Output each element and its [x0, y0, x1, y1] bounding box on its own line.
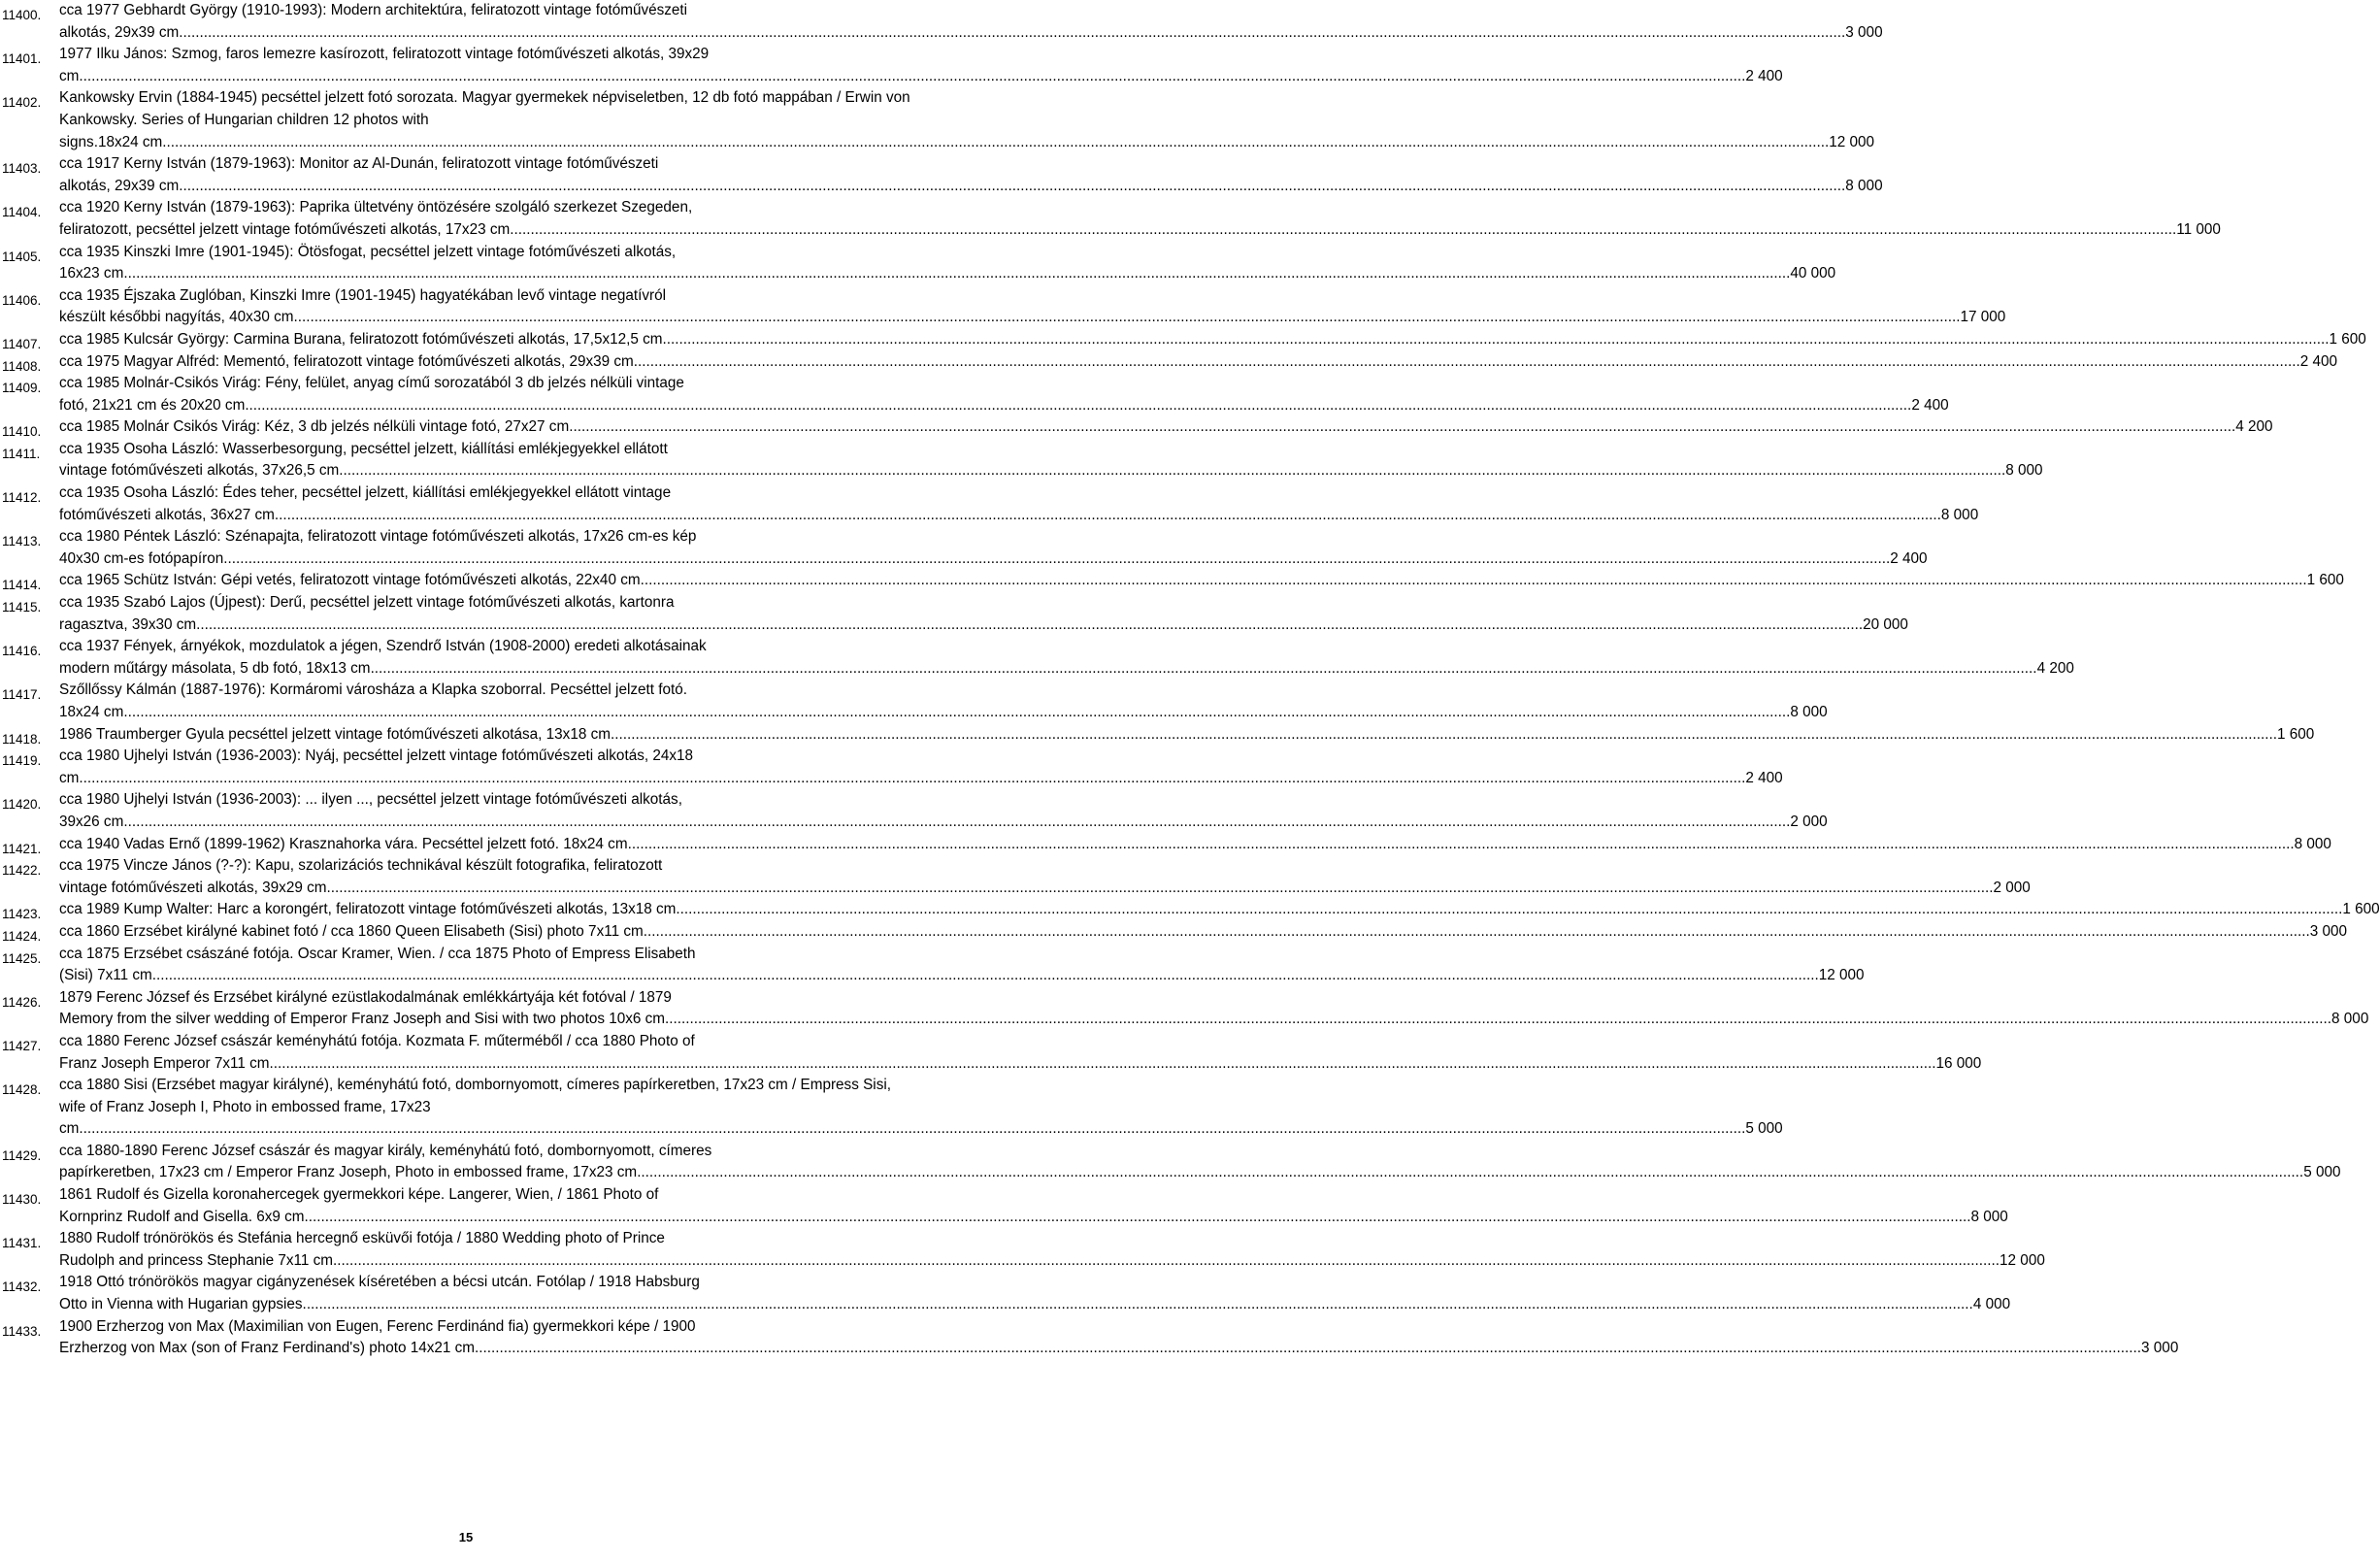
dot-leader: [644, 921, 2310, 944]
estimate-price: 1 600: [2329, 330, 2366, 348]
dot-leader: [663, 329, 2330, 351]
lot-description: [59, 1141, 2341, 1184]
description-end-text: 18x24 cm: [59, 704, 124, 720]
description-last-line: [59, 570, 2344, 592]
lot-number: 11428.: [2, 1082, 42, 1098]
lot-description: [59, 746, 1783, 789]
lot-number: 11409.: [2, 381, 42, 396]
catalog-entry: [0, 746, 1783, 789]
estimate-price: 2 400: [1745, 67, 1783, 84]
estimate-price: 12 000: [2000, 1251, 2045, 1269]
lot-number: 11400.: [2, 8, 42, 22]
catalog-entry: [0, 416, 2273, 440]
dot-leader: [510, 219, 2176, 242]
dot-leader: [327, 878, 1994, 900]
estimate-price: 8 000: [1790, 704, 1828, 720]
lot-description: [59, 153, 1883, 197]
catalog-entry: [0, 834, 2331, 856]
description-text: cca 1937 Fények, árnyékok, mozdulatok a jégen, Szendrő István (1908-2000) eredeti alkotásainak: [59, 638, 707, 655]
lot-description: [59, 789, 1828, 833]
lot-description: [59, 373, 1949, 416]
lot-description: [59, 592, 1908, 636]
description-end-text: cm: [59, 769, 80, 786]
estimate-price: 2 000: [1790, 813, 1828, 830]
description-end-text: cca 1985 Molnár Csikós Virág: Kéz, 3 db jelzés nélküli vintage fotó, 27x27 cm: [59, 418, 570, 436]
lot-description: [59, 987, 2369, 1031]
description-text: cca 1980 Péntek László: Szénapajta, feliratozott vintage fotóművészeti alkotás, 17x26 cm-es kép: [59, 528, 697, 546]
estimate-price: 2 400: [2299, 352, 2338, 370]
lot-number: 11426.: [2, 994, 42, 1010]
lot-description: [59, 439, 2043, 482]
description-end-text: vintage fotóművészeti alkotás, 37x26,5 cm: [59, 462, 340, 480]
estimate-price: 5 000: [2303, 1164, 2341, 1181]
description-text: cca 1880 Sisi (Erzsébet magyar királyné), keményhátú fotó, dombornyomott, címeres papírkeretben, 17x23 cm / Empress Sisi, wife of Franz Joseph I, Photo in embossed frame, 17x23: [59, 1077, 891, 1115]
lot-description: [59, 87, 1875, 153]
page-number: 15: [458, 1530, 474, 1544]
description-end-text: Kornprinz Rudolf and Gisella. 6x9 cm: [59, 1208, 305, 1225]
lot-description: [59, 1031, 1982, 1075]
description-last-line: [59, 724, 2315, 747]
description-last-line: [59, 1009, 2369, 1031]
description-last-line: [59, 307, 2006, 329]
description-end-text: cm: [59, 1120, 80, 1138]
estimate-price: 3 000: [2141, 1340, 2179, 1357]
description-end-text: cca 1985 Kulcsár György: Carmina Burana, feliratozott fotóművészeti alkotás, 17,5x12,5 cm: [59, 330, 663, 348]
dot-leader: [79, 768, 1745, 790]
lot-description: [59, 329, 2366, 351]
lot-description: [59, 899, 2380, 921]
lot-number: 11411.: [2, 446, 41, 461]
dot-leader: [305, 1207, 1971, 1229]
dot-leader: [196, 614, 1863, 637]
description-text: Szőllőssy Kálmán (1887-1976): Kormáromi városháza a Klapka szoborral. Pecséttel jelzett fotó.: [59, 681, 688, 699]
catalog-entry: [0, 87, 1875, 153]
dot-leader: [634, 351, 2300, 374]
description-end-text: 1986 Traumberger Gyula pecséttel jelzett vintage fotóművészeti alkotása, 13x18 cm: [59, 725, 611, 743]
description-end-text: készült későbbi nagyítás, 40x30 cm: [59, 309, 294, 326]
lot-number: 11405.: [2, 249, 42, 264]
description-last-line: [59, 834, 2331, 856]
description-end-text: modern műtárgy másolata, 5 db fotó, 18x13 cm: [59, 659, 371, 677]
description-end-text: cca 1860 Erzsébet királyné kabinet fotó / cca 1860 Queen Elisabeth (Sisi) photo 7x11 cm: [59, 922, 644, 940]
catalog-entry: [0, 439, 2043, 482]
description-last-line: [59, 658, 2074, 681]
catalog-entry: [0, 855, 2031, 899]
lot-description: [59, 416, 2273, 439]
lot-description: [59, 944, 1865, 987]
catalog-entry: [0, 373, 1949, 416]
catalog-entry: [0, 1184, 2008, 1228]
description-last-line: [59, 812, 1828, 834]
description-last-line: [59, 66, 1783, 88]
lot-description: [59, 1272, 2011, 1315]
description-text: cca 1980 Ujhelyi István (1936-2003): Nyáj, pecséttel jelzett vintage fotóművészeti alkotás, 24x18: [59, 747, 694, 765]
dot-leader: [152, 965, 1819, 987]
dot-leader: [123, 702, 1790, 724]
description-end-text: fotóművészeti alkotás, 36x27 cm: [59, 506, 275, 523]
catalog-entry: [0, 1316, 2179, 1360]
description-end-text: signs.18x24 cm: [59, 133, 163, 150]
lot-number: 11410.: [2, 424, 42, 440]
dot-leader: [641, 570, 2307, 592]
lot-number: 11429.: [2, 1147, 42, 1163]
description-end-text: Otto in Vienna with Hugarian gypsies.: [59, 1296, 307, 1313]
lot-number: 11401.: [2, 51, 42, 67]
description-text: cca 1917 Kerny István (1879-1963): Monitor az Al-Dunán, feliratozott vintage fotóművészeti: [59, 155, 659, 173]
lot-description: [59, 44, 1783, 87]
lot-number: 11408.: [2, 358, 42, 374]
lot-description: [59, 834, 2331, 856]
lot-description: [59, 0, 1883, 44]
catalog-entry: [0, 197, 2221, 241]
description-end-text: 40x30 cm-es fotópapíron: [59, 549, 224, 567]
estimate-price: 12 000: [1818, 967, 1865, 984]
description-end-text: cca 1989 Kump Walter: Harc a korongért, feliratozott vintage fotóművészeti alkotás, 13x18 cm: [59, 901, 677, 918]
catalog-entry: [0, 724, 2315, 747]
lot-number: 11406.: [2, 292, 42, 308]
description-end-text: alkotás, 29x39 cm: [59, 23, 180, 41]
lot-number: 11403.: [2, 161, 42, 177]
lot-number: 11432.: [2, 1279, 42, 1295]
description-last-line: [59, 416, 2273, 439]
description-last-line: [59, 460, 2043, 482]
lot-number: 11425.: [2, 950, 42, 966]
lot-description: [59, 921, 2348, 944]
estimate-price: 5 000: [1745, 1120, 1783, 1138]
description-last-line: [59, 1338, 2179, 1360]
dot-leader: [223, 548, 1890, 571]
description-text: Kankowsky Ervin (1884-1945) pecséttel jelzett fotó sorozata. Magyar gyermekek népviseletben, 12 db fotó mappában / Erwin von Kankowsky. Series of Hungarian children 12 photos with: [59, 89, 910, 128]
estimate-price: 4 200: [2235, 418, 2273, 436]
catalog-entry: [0, 242, 1836, 285]
description-end-text: Erzherzog von Max (son of Franz Ferdinand's) photo 14x21 cm: [59, 1340, 476, 1357]
dot-leader: [307, 1294, 1973, 1316]
description-last-line: [59, 1162, 2341, 1184]
dot-leader: [123, 263, 1790, 285]
lot-number: 11424.: [2, 928, 42, 944]
estimate-price: 3 000: [1845, 23, 1883, 41]
description-end-text: vintage fotóművészeti alkotás, 39x29 cm: [59, 879, 327, 896]
description-last-line: [59, 1118, 1783, 1141]
description-text: cca 1880 Ferenc József császár keményhátú fotója. Kozmata F. műterméből / cca 1880 Photo of: [59, 1032, 695, 1049]
description-last-line: [59, 965, 1865, 987]
description-last-line: [59, 395, 1949, 417]
catalog-entry: [0, 1272, 2011, 1315]
description-end-text: alkotás, 29x39 cm: [59, 177, 180, 194]
description-end-text: Franz Joseph Emperor 7x11 cm: [59, 1054, 270, 1072]
description-text: 1861 Rudolf és Gizella koronahercegek gyermekkori képe. Langerer, Wien, / 1861 Photo of: [59, 1186, 659, 1204]
description-last-line: [59, 1053, 1982, 1076]
estimate-price: 2 400: [1911, 396, 1949, 414]
description-text: cca 1985 Molnár-Csikós Virág: Fény, felület, anyag című sorozatából 3 db jelzés nélküli vintage: [59, 375, 684, 392]
catalog-entry: [0, 1075, 1783, 1141]
lot-description: [59, 570, 2344, 592]
description-end-text: ragasztva, 39x30 cm: [59, 615, 197, 633]
description-last-line: [59, 351, 2338, 374]
dot-leader: [628, 834, 2295, 856]
catalog-entry: [0, 1031, 1982, 1075]
estimate-price: 8 000: [2005, 462, 2043, 480]
estimate-price: 40 000: [1790, 265, 1836, 282]
dot-leader: [371, 658, 2037, 681]
estimate-price: 8 000: [1970, 1208, 2008, 1225]
lot-number: 11427.: [2, 1038, 42, 1053]
description-text: cca 1935 Osoha László: Wasserbesorgung, pecséttel jelzett, kiállítási emlékjegyekkel ellátott: [59, 440, 668, 457]
description-last-line: [59, 263, 1836, 285]
lot-number: 11412.: [2, 490, 42, 506]
estimate-price: 17 000: [1960, 309, 2006, 326]
lot-number: 11423.: [2, 907, 42, 922]
estimate-price: 11 000: [2176, 220, 2221, 238]
lot-number: 11419.: [2, 753, 42, 769]
description-last-line: [59, 1294, 2011, 1316]
dot-leader: [665, 1009, 2331, 1031]
lot-number: 11430.: [2, 1192, 42, 1208]
estimate-price: 8 000: [1845, 177, 1883, 194]
catalog-entry: [0, 592, 1908, 636]
description-last-line: [59, 921, 2348, 944]
description-text: cca 1935 Éjszaka Zuglóban, Kinszki Imre (1901-1945) hagyatékában levő vintage negatívról: [59, 286, 666, 304]
description-last-line: [59, 176, 1883, 198]
description-last-line: [59, 505, 1979, 527]
lot-number: 11416.: [2, 644, 42, 659]
description-text: 1900 Erzherzog von Max (Maximilian von Eugen, Ferenc Ferdinánd fia) gyermekkori képe / 1900: [59, 1317, 696, 1335]
lot-number: 11415.: [2, 600, 42, 615]
dot-leader: [569, 416, 2235, 439]
lot-number: 11431.: [2, 1236, 42, 1251]
lot-number: 11422.: [2, 863, 42, 879]
catalog-entry: [0, 570, 2344, 593]
estimate-price: 8 000: [2294, 835, 2331, 852]
dot-leader: [162, 132, 1829, 154]
lot-description: [59, 482, 1979, 526]
lot-number: 11417.: [2, 687, 42, 703]
catalog-entry: [0, 44, 1783, 87]
catalog-entry: [0, 351, 2338, 374]
dot-leader: [475, 1338, 2141, 1360]
description-text: cca 1980 Ujhelyi István (1936-2003): ... ilyen ..., pecséttel jelzett vintage fotóművészeti alkotás,: [59, 791, 682, 809]
description-end-text: cca 1965 Schütz István: Gépi vetés, feliratozott vintage fotóművészeti alkotás, 22x40 cm: [59, 572, 641, 589]
dot-leader: [611, 724, 2277, 747]
lot-number: 11433.: [2, 1323, 42, 1339]
description-text: cca 1935 Szabó Lajos (Újpest): Derű, pecséttel jelzett vintage fotóművészeti alkotás, kartonra: [59, 594, 675, 612]
description-last-line: [59, 702, 1828, 724]
description-end-text: feliratozott, pecséttel jelzett vintage fotóművészeti alkotás, 17x23 cm: [59, 220, 511, 238]
description-text: cca 1977 Gebhardt György (1910-1993): Modern architektúra, feliratozott vintage fotóművészeti: [59, 2, 688, 18]
description-end-text: fotó, 21x21 cm és 20x20 cm: [59, 396, 246, 414]
dot-leader: [79, 66, 1745, 88]
description-last-line: [59, 329, 2366, 351]
catalog-entry: [0, 987, 2369, 1031]
description-last-line: [59, 878, 2031, 900]
description-last-line: [59, 1207, 2008, 1229]
lot-number: 11407.: [2, 336, 42, 351]
dot-leader: [275, 505, 1941, 527]
dot-leader: [333, 1250, 2000, 1273]
lot-description: [59, 197, 2221, 241]
catalog-entry: [0, 1228, 2045, 1272]
description-last-line: [59, 548, 1928, 571]
lot-description: [59, 724, 2315, 747]
lot-number: 11402.: [2, 95, 42, 111]
estimate-price: 1 600: [2342, 901, 2380, 918]
dot-leader: [637, 1162, 2303, 1184]
dot-leader: [676, 899, 2342, 921]
catalog-entry: [0, 482, 1979, 526]
catalog-entry: [0, 944, 1865, 987]
catalog-entry: [0, 899, 2380, 922]
estimate-price: 1 600: [2306, 572, 2344, 589]
catalog-entry: [0, 285, 2006, 329]
description-text: cca 1875 Erzsébet császáné fotója. Oscar Kramer, Wien. / cca 1875 Photo of Empress Elisabeth: [59, 945, 696, 962]
description-end-text: 39x26 cm: [59, 813, 124, 830]
lot-description: [59, 526, 1928, 570]
estimate-price: 2 400: [1890, 549, 1928, 567]
catalog-entry: [0, 1141, 2341, 1184]
lot-number: 11420.: [2, 797, 42, 813]
lot-number: 11404.: [2, 205, 42, 220]
estimate-price: 1 600: [2277, 725, 2315, 743]
dot-leader: [79, 1118, 1745, 1141]
lot-description: [59, 1184, 2008, 1228]
estimate-price: 2 400: [1745, 769, 1783, 786]
description-last-line: [59, 899, 2380, 921]
description-last-line: [59, 219, 2221, 242]
dot-leader: [179, 22, 1845, 45]
catalog-entry: [0, 789, 1828, 833]
catalog-entry: [0, 680, 1828, 723]
lot-number: 11414.: [2, 578, 42, 593]
catalog-entry: [0, 921, 2348, 944]
description-last-line: [59, 132, 1875, 154]
lot-number: 11418.: [2, 731, 42, 747]
description-end-text: cca 1975 Magyar Alfréd: Mementó, feliratozott vintage fotóművészeti alkotás, 29x39 cm: [59, 352, 634, 370]
description-end-text: cm: [59, 67, 80, 84]
description-end-text: Memory from the silver wedding of Emperor Franz Joseph and Sisi with two photos 10x6 cm: [59, 1011, 666, 1028]
estimate-price: 4 000: [1972, 1296, 2011, 1313]
catalog-entry: [0, 0, 1883, 44]
dot-leader: [179, 176, 1845, 198]
description-text: cca 1920 Kerny István (1879-1963): Paprika ültetvény öntözésére szolgáló szerkezet Szegeden,: [59, 199, 693, 216]
dot-leader: [270, 1053, 1936, 1076]
description-end-text: 16x23 cm: [59, 265, 124, 282]
estimate-price: 16 000: [1935, 1054, 1982, 1072]
estimate-price: 8 000: [2331, 1011, 2369, 1028]
lot-description: [59, 680, 1828, 723]
description-end-text: cca 1940 Vadas Ernő (1899-1962) Krasznahorka vára. Pecséttel jelzett fotó. 18x24 cm: [59, 835, 628, 852]
description-text: cca 1880-1890 Ferenc József császár és magyar király, keményhátú fotó, dombornyomott, címeres: [59, 1142, 712, 1159]
dot-leader: [339, 460, 2005, 482]
description-end-text: (Sisi) 7x11 cm: [59, 967, 152, 984]
catalog-entry: [0, 329, 2366, 351]
description-last-line: [59, 614, 1908, 637]
description-last-line: [59, 22, 1883, 45]
catalog-entry: [0, 153, 1883, 197]
catalog-entry: [0, 526, 1928, 570]
lot-description: [59, 636, 2074, 680]
description-text: 1918 Ottó trónörökös magyar cigányzenések kíséretében a bécsi utcán. Fotólap / 1918 Habsburg: [59, 1274, 700, 1291]
lot-number: 11413.: [2, 534, 42, 549]
dot-leader: [293, 307, 1960, 329]
estimate-price: 4 200: [2036, 659, 2074, 677]
lot-description: [59, 1316, 2179, 1360]
description-text: 1880 Rudolf trónörökös és Stefánia hercegnő esküvői fotója / 1880 Wedding photo of Prince: [59, 1230, 665, 1247]
estimate-price: 12 000: [1829, 133, 1875, 150]
catalog-entry: [0, 636, 2074, 680]
description-last-line: [59, 1250, 2045, 1273]
dot-leader: [245, 395, 1911, 417]
description-end-text: Rudolph and princess Stephanie 7x11 cm: [59, 1251, 334, 1269]
estimate-price: 2 000: [1993, 879, 2031, 896]
description-text: 1879 Ferenc József és Erzsébet királyné ezüstlakodalmának emlékkártyája két fotóval / 1879: [59, 988, 672, 1006]
lot-description: [59, 285, 2006, 329]
lot-number: 11421.: [2, 841, 42, 856]
lot-description: [59, 855, 2031, 899]
lot-description: [59, 351, 2338, 374]
description-text: cca 1975 Vincze János (?-?): Kapu, szolarizációs technikával készült fotografika, feliratozott: [59, 857, 663, 875]
estimate-price: 3 000: [2309, 922, 2348, 940]
description-end-text: papírkeretben, 17x23 cm / Emperor Franz Joseph, Photo in embossed frame, 17x23 cm: [59, 1164, 638, 1181]
lot-description: [59, 242, 1836, 285]
description-text: 1977 Ilku János: Szmog, faros lemezre kasírozott, feliratozott vintage fotóművészeti alkotás, 39x29: [59, 46, 710, 63]
lot-description: [59, 1228, 2045, 1272]
estimate-price: 20 000: [1863, 615, 1908, 633]
estimate-price: 8 000: [1940, 506, 1979, 523]
description-last-line: [59, 768, 1783, 790]
dot-leader: [123, 812, 1790, 834]
description-text: cca 1935 Osoha László: Édes teher, pecséttel jelzett, kiállítási emlékjegyekkel ellátott vintage: [59, 484, 672, 502]
description-text: cca 1935 Kinszki Imre (1901-1945): Ötösfogat, pecséttel jelzett vintage fotóművészeti alkotás,: [59, 243, 677, 260]
lot-description: [59, 1075, 1783, 1141]
